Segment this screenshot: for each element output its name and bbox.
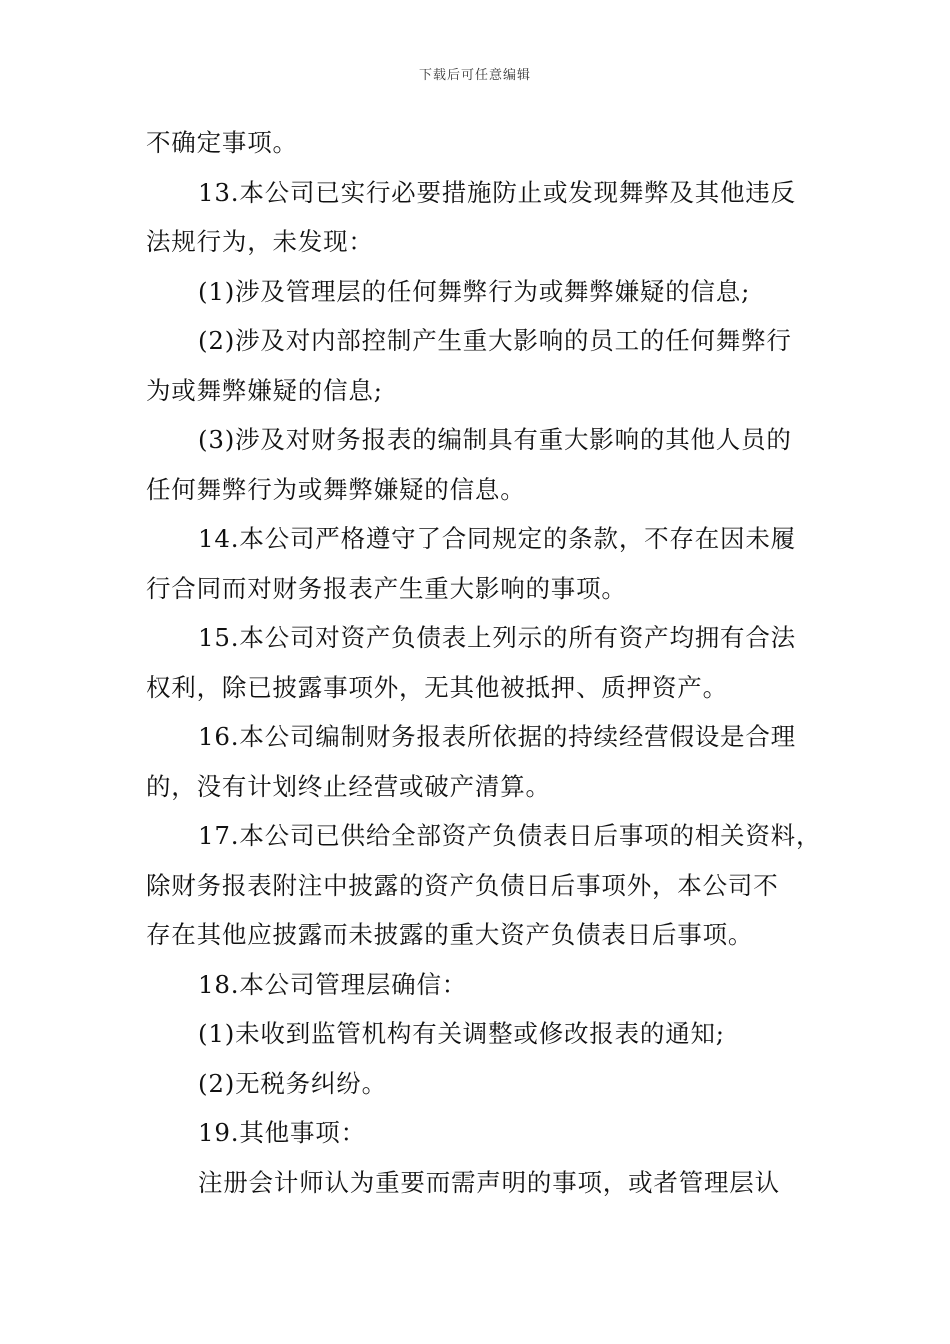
text-line: 法规行为，未发现： bbox=[146, 227, 374, 256]
text-line: (1)涉及管理层的任何舞弊行为或舞弊嫌疑的信息; bbox=[198, 276, 751, 306]
text-line: 除财务报表附注中披露的资产负债日后事项外，本公司不 bbox=[146, 870, 779, 900]
text-line: 16.本公司编制财务报表所依据的持续经营假设是合理 bbox=[198, 722, 796, 751]
text-line: 13.本公司已实行必要措施防止或发现舞弊及其他违反 bbox=[198, 177, 796, 207]
text-line: 18.本公司管理层确信： bbox=[198, 969, 468, 999]
text-line: 14.本公司严格遵守了合同规定的条款，不存在因未履 bbox=[198, 524, 796, 553]
text-line: 19.其他事项： bbox=[198, 1118, 366, 1147]
text-line: 行合同而对财务报表产生重大影响的事项。 bbox=[146, 573, 627, 603]
text-line: (1)未收到监管机构有关调整或修改报表的通知; bbox=[198, 1019, 725, 1048]
document-body bbox=[146, 128, 826, 1217]
text-line: (2)无税务纠纷。 bbox=[198, 1068, 387, 1098]
text-line: 不确定事项。 bbox=[146, 128, 298, 157]
text-line: 17.本公司已供给全部资产负债表日后事项的相关资料， bbox=[198, 821, 822, 850]
text-line: 权利，除已披露事项外，无其他被抵押、质押资产。 bbox=[146, 672, 728, 702]
text-line: 存在其他应披露而未披露的重大资产负债表日后事项。 bbox=[146, 920, 754, 949]
text-line: (3)涉及对财务报表的编制具有重大影响的其他人员的 bbox=[198, 425, 792, 454]
text-line: 任何舞弊行为或舞弊嫌疑的信息。 bbox=[146, 474, 526, 504]
text-line: (2)涉及对内部控制产生重大影响的员工的任何舞弊行 bbox=[198, 326, 792, 355]
text-line: 的，没有计划终止经营或破产清算。 bbox=[146, 771, 551, 801]
text-line: 为或舞弊嫌疑的信息; bbox=[146, 375, 383, 405]
text-line: 注册会计师认为重要而需声明的事项，或者管理层认 bbox=[198, 1167, 780, 1197]
header-note: 下载后可任意编辑 bbox=[418, 68, 531, 83]
text-line: 15.本公司对资产负债表上列示的所有资产均拥有合法 bbox=[198, 623, 796, 652]
